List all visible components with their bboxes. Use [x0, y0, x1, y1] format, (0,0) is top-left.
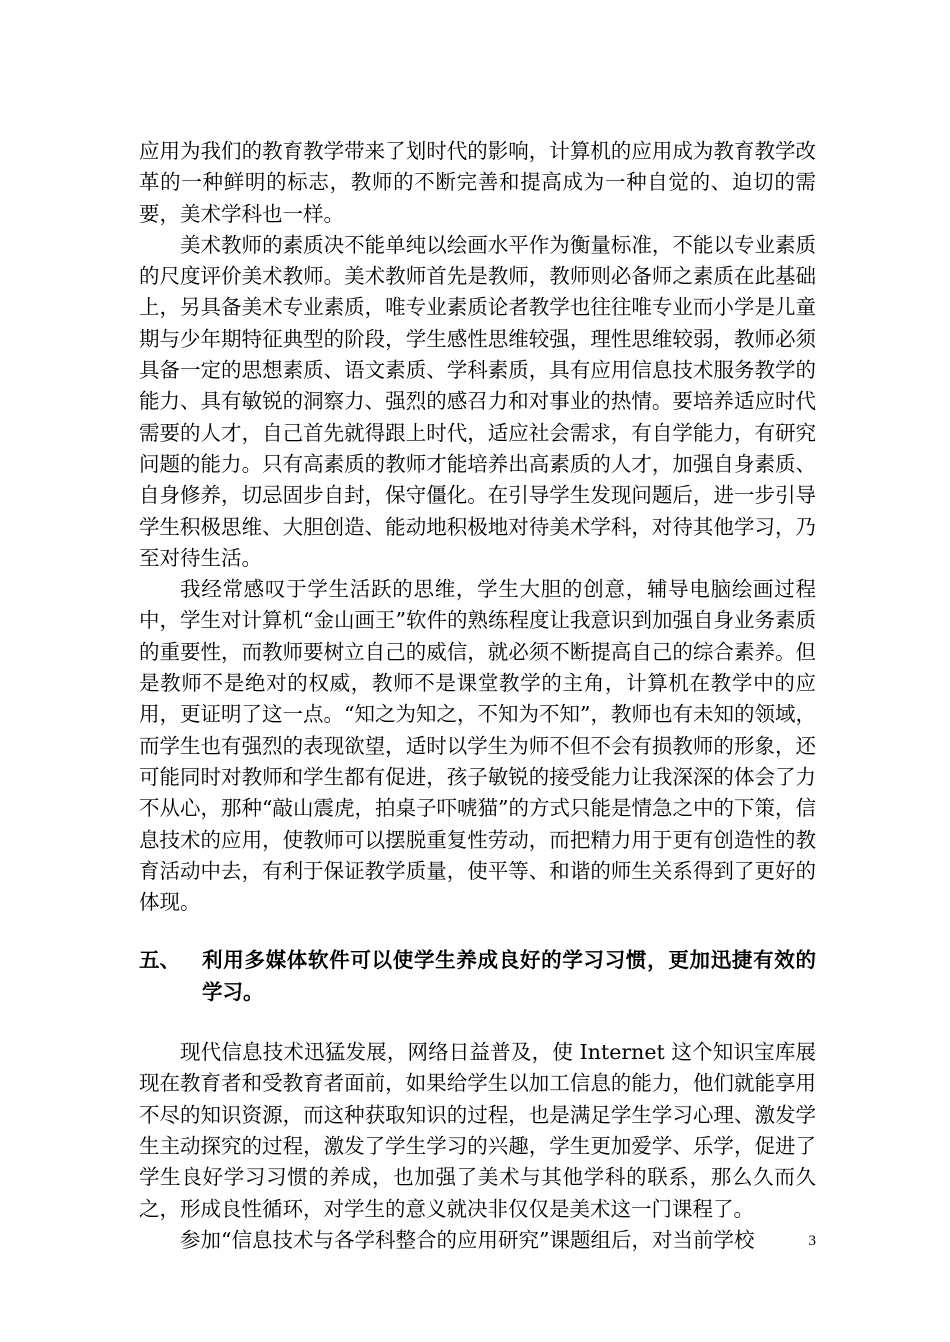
page-number: 3	[808, 1233, 816, 1249]
paragraph-4: 现代信息技术迅猛发展，网络日益普及，使 Internet 这个知识宝库展现在教育者和受教育者面前，如果给学生以加工信息的能力，他们就能享用不尽的知识资源，而这种获取知识的过程，也是满足学生学习心理、激发学生主动探究的过程，激发了学生学习的兴趣，学生更加爱学、乐学，促进了学生良好学习习惯的养成，也加强了美术与其他学科的联系，那么久而久之，形成良性循环，对学生的意义就决非仅仅是美术这一门课程了。	[139, 1040, 816, 1221]
section-number: 五、	[139, 948, 180, 973]
section-title: 利用多媒体软件可以使学生养成良好的学习习惯，更加迅捷有效的学习。	[202, 948, 816, 1004]
paragraph-2: 美术教师的素质决不能单纯以绘画水平作为衡量标准，不能以专业素质的尺度评价美术教师。美术教师首先是教师，教师则必备师之素质在此基础上，另具备美术专业素质，唯专业素质论者教学也往往唯专业而小学是儿童期与少年期特征典型的阶段，学生感性思维较强，理性思维较弱，教师必须具备一定的思想素质、语文素质、学科素质，具有应用信息技术服务教学的能力、具有敏锐的洞察力、强烈的感召力和对事业的热情。要培养适应时代需要的人才，自己首先就得跟上时代，适应社会需求，有自学能力，有研究问题的能力。只有高素质的教师才能培养出高素质的人才，加强自身素质、自身修养，切忌固步自封，保守僵化。在引导学生发现问题后，进一步引导学生积极思维、大胆创造、能动地积极地对待美术学科，对待其他学习，乃至对待生活。	[139, 232, 816, 570]
section-heading-5	[139, 945, 816, 1008]
paragraph-1: 应用为我们的教育教学带来了划时代的影响，计算机的应用成为教育教学改革的一种鲜明的标志，教师的不断完善和提高成为一种自觉的、迫切的需要，美术学科也一样。	[139, 139, 816, 226]
paragraph-5: 参加“信息技术与各学科整合的应用研究”课题组后，对当前学校	[180, 1227, 755, 1252]
paragraph-3: 我经常感叹于学生活跃的思维，学生大胆的创意，辅导电脑绘画过程中，学生对计算机“金山画王”软件的熟练程度让我意识到加强自身业务素质的重要性，而教师要树立自己的威信，就必须不断提高自己的综合素养。但是教师不是绝对的权威，教师不是课堂教学的主角，计算机在教学中的应用，更证明了这一点。“知之为知之，不知为不知”，教师也有未知的领域，而学生也有强烈的表现欲望，适时以学生为师不但不会有损教师的形象，还可能同时对教师和学生都有促进，孩子敏锐的接受能力让我深深的体会了力不从心，那种“敲山震虎，拍桌子吓唬猫”的方式只能是情急之中的下策，信息技术的应用，使教师可以摆脱重复性劳动，而把精力用于更有创造性的教育活动中去，有利于保证教学质量，使平等、和谐的师生关系得到了更好的体现。	[139, 577, 816, 915]
page-body	[139, 136, 816, 1256]
